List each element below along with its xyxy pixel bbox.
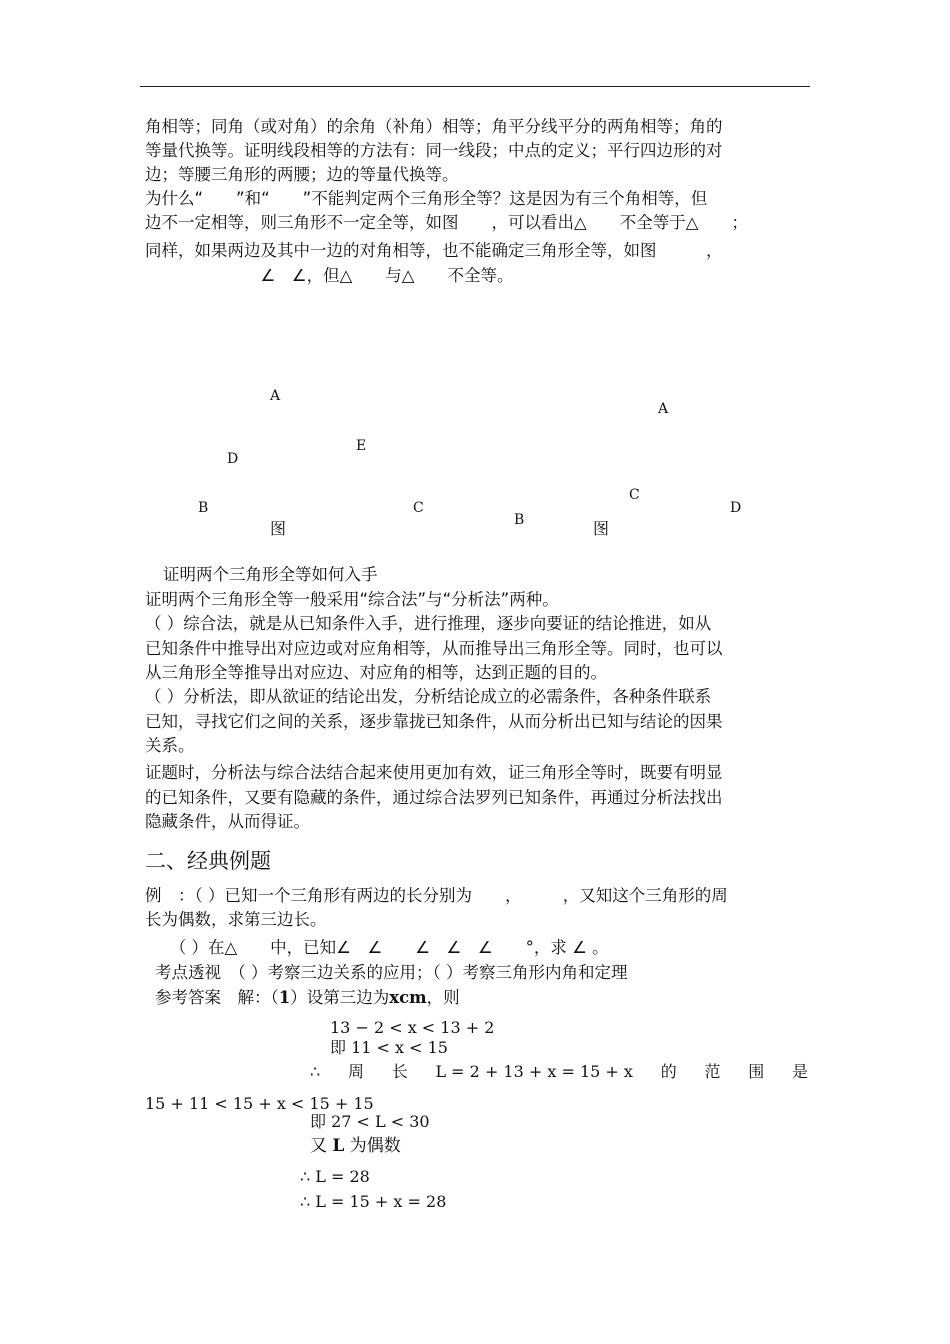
math-word: 周 [347, 1062, 364, 1081]
figure-label: C [629, 487, 640, 503]
figure-label: D [227, 451, 239, 467]
math-word: 是 [791, 1062, 808, 1081]
figure-caption: 图 [270, 519, 287, 538]
para1-line: 角相等；同角（或对角）的余角（补角）相等；角平分线平分的两角相等；角的 [145, 117, 723, 136]
math-word: 围 [748, 1062, 765, 1081]
answer-number: 1 [278, 988, 291, 1007]
math-inequality-1: 13 − 2 < x < 13 + 2 [330, 1018, 495, 1037]
figure-label: B [198, 500, 209, 516]
math-word: 范 [704, 1062, 721, 1081]
para2-line: 隐藏条件，从而得证。 [145, 812, 310, 831]
para1-line: 同样，如果两边及其中一边的对角相等，也不能确定三角形全等，如图 ， [145, 241, 723, 260]
para1-line: ∠ ∠，但△ 与△ 不全等。 [145, 266, 514, 285]
figure-label: B [514, 512, 525, 528]
figure-caption: 图 [593, 519, 610, 538]
example-line: 长为偶数，求第三边长。 [145, 910, 327, 929]
example-line: （ ）在△ 中，已知∠ ∠ ∠ ∠ ∠ °，求 ∠ 。 [145, 938, 609, 957]
math-word: 为偶数 [349, 1136, 401, 1156]
para1-line: 边；等腰三角形的两腰；边的等量代换等。 [145, 165, 459, 184]
section-title: 证明两个三角形全等如何入手 [163, 565, 378, 584]
para2-line: （ ）分析法，即从欲证的结论出发，分析结论成立的必需条件，各种条件联系 [145, 687, 712, 706]
kaodian-line: 考点透视 （ ）考察三边关系的应用；（ ）考察三角形内角和定理 [155, 963, 628, 982]
para1-line: 等量代换等。证明线段相等的方法有：同一线段；中点的定义；平行四边形的对 [145, 141, 723, 160]
math-word: 又 [310, 1136, 327, 1156]
math-word: 长 [391, 1062, 408, 1081]
math-word: ∴ [310, 1062, 321, 1081]
para1-line: 边不一定相等，则三角形不一定全等，如图 ，可以看出△ 不全等于△ ； [145, 213, 748, 232]
math-variable: L [332, 1136, 345, 1156]
para2-line: 已知条件中推导出对应边或对应角相等，从而推导出三角形全等。同时，也可以 [145, 639, 723, 658]
math-range-2: 即 27 < L < 30 [310, 1112, 430, 1131]
math-range: 15 + 11 < 15 + x < 15 + 15 [145, 1094, 374, 1113]
para2-line: 证明两个三角形全等一般采用“综合法”与“分析法”两种。 [145, 590, 559, 609]
math-even-line [310, 1136, 401, 1156]
para2-line: 从三角形全等推导出对应边、对应角的相等，达到正题的目的。 [145, 663, 607, 682]
math-perimeter-line [310, 1062, 808, 1082]
figure-label: A [658, 401, 669, 417]
para2-line: （ ）综合法，就是从已知条件入手，进行推理，逐步向要证的结论推进，如从 [145, 614, 712, 633]
para2-line: 证题时，分析法与综合法结合起来使用更加有效，证三角形全等时，既要有明显 [145, 763, 723, 782]
para1-line: 为什么“ ”和“ ”不能判定两个三角形全等？这是因为有三个角相等，但 [145, 189, 708, 208]
answer-text: ）设第三边为 [290, 988, 390, 1007]
para2-line: 关系。 [145, 736, 195, 755]
header-rule [140, 86, 810, 87]
para2-line: 的已知条件，又要有隐藏的条件，通过综合法罗列已知条件，再通过分析法找出 [145, 788, 723, 807]
math-result-2: ∴ L = 15 + x = 28 [300, 1192, 447, 1211]
math-word: 的 [660, 1062, 677, 1081]
figure-label: D [730, 500, 742, 516]
figure-label: E [356, 438, 367, 454]
example-line: 例 ：（ ）已知一个三角形有两边的长分别为 ， ，又知这个三角形的周 [145, 886, 728, 905]
answer-unit: xcm [389, 988, 427, 1007]
math-result-1: ∴ L = 28 [300, 1167, 370, 1186]
figure-label: A [270, 388, 281, 404]
figure-label: C [413, 500, 424, 516]
answer-text-end: ，则 [426, 988, 460, 1007]
math-perimeter-expression: L = 2 + 13 + x = 15 + x [435, 1062, 633, 1081]
math-inequality-2: 即 11 < x < 15 [330, 1038, 448, 1057]
answer-label: 参考答案 解：（ [155, 988, 279, 1007]
answer-intro [155, 987, 820, 1009]
para2-line: 已知，寻找它们之间的关系，逐步靠拢已知条件，从而分析出已知与结论的因果 [145, 712, 723, 731]
heading-classic-examples: 二、经典例题 [145, 849, 271, 873]
